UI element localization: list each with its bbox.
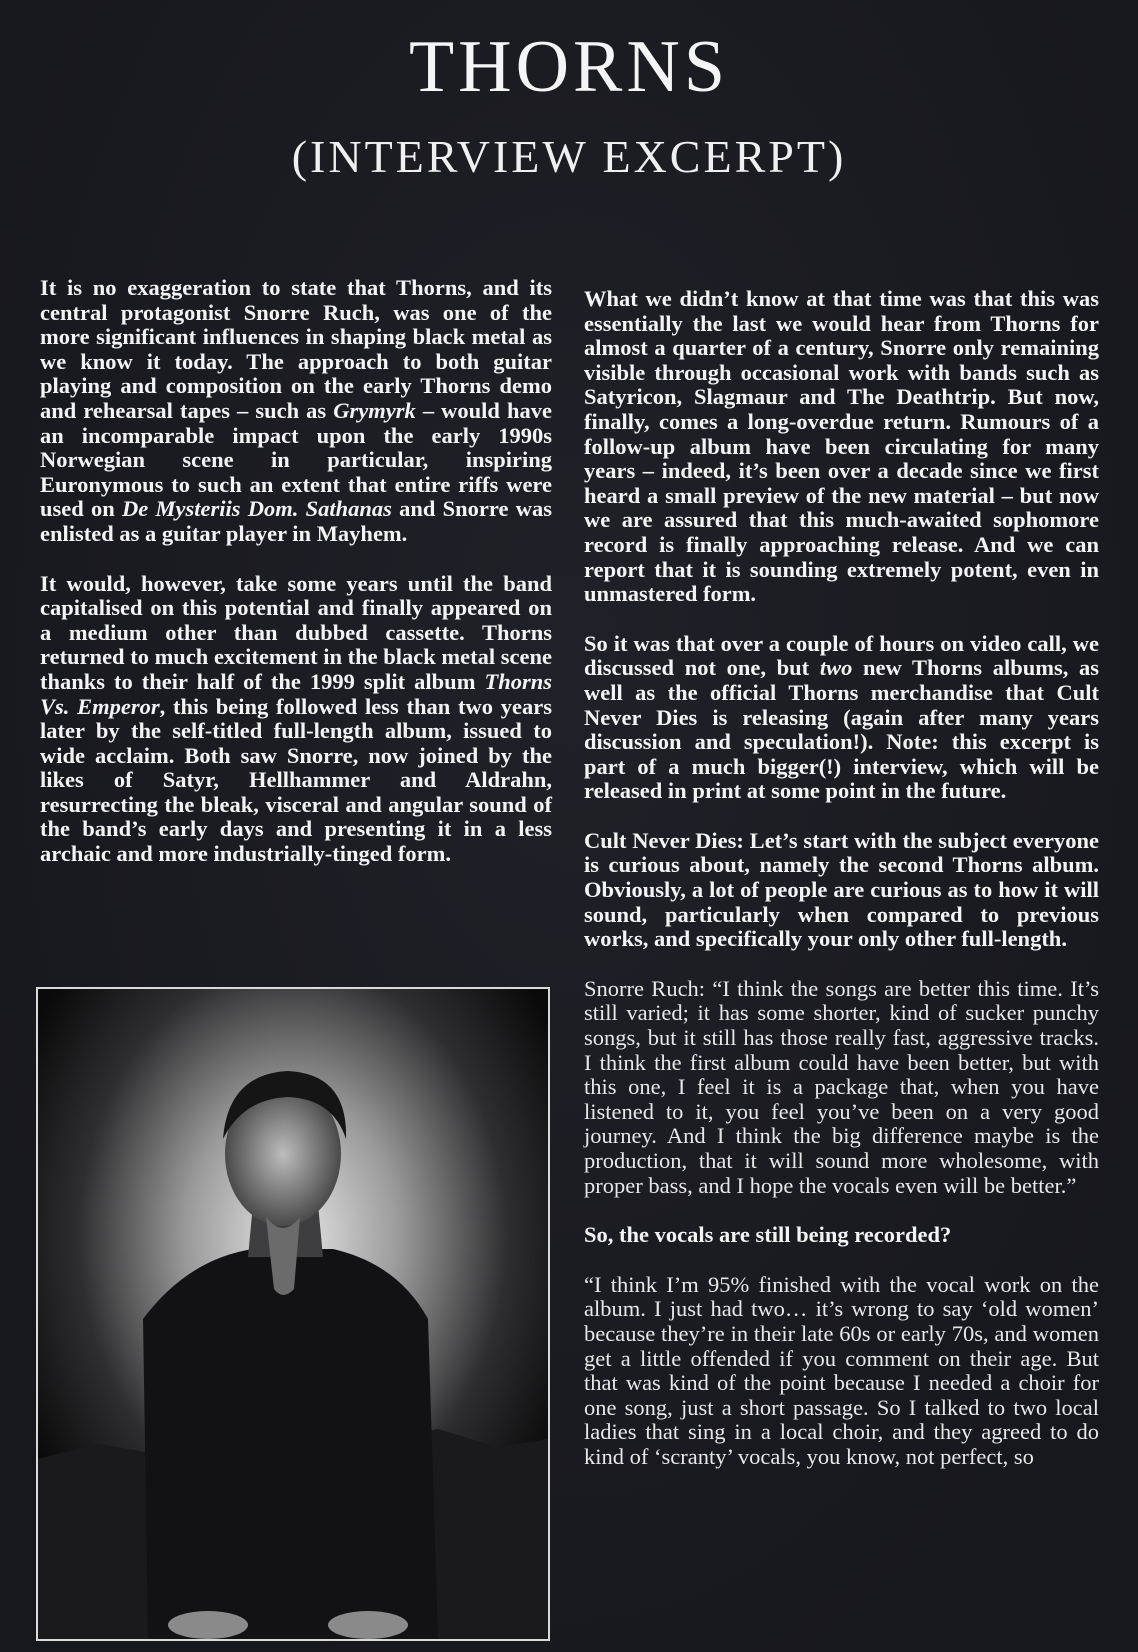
page-title: THORNS [408,26,730,108]
intro-paragraph-1 [40,276,552,547]
interview-question-1: Cult Never Dies: Let’s start with the subject everyone is curious about, namely the second Thorns album. Obviously, a lot of people are curious as to how it will sound, particularly when compared to previous works, and specifically your only other full-length. [584,827,1099,952]
portrait-image [38,989,548,1639]
album-title: De Mysteriis Dom. Sathanas [122,496,392,522]
demo-title: Grymyrk [333,397,416,423]
interview-answer-1: Snorre Ruch: “I think the songs are better this time. It’s still varied; it has some shorter, kind of sucker punchy songs, but it still has those really fast, aggressive tracks. I think the first album could have been better, but with this one, I feel it is a package that, when you have listened to it, you feel you’ve been on a very good journey. And I think the big difference maybe is the production, that it will sound more wholesome, with proper bass, and I hope the vocals even will be better.” [584,975,1099,1198]
intro-paragraph-4 [584,632,1099,804]
interview-answer-2: “I think I’m 95% finished with the vocal work on the album. I just had two… it’s wrong to say ‘old women’ because they’re in their late 60s or early 70s, and women get a little offended if you comment on their age. But that was kind of the point because I needed a choir for one song, just a short passage. So I talked to two local ladies that sing in a local choir, and they agreed to do kind of ‘scranty’ vocals, you know, not perfect, so [584,1271,1099,1469]
text-run: It would, however, take some years until the band capitalised on this potential and finally appeared on a medium other than dubbed cassette. Thorns returned to much excitement in the black metal scene thanks to their half of the 1999 split album [40,570,552,694]
text-run: – would have an incomparable impact upon the early 1990s Norwegian scene in particular, inspiring Euronymous to such an extent that entire riffs were used on [40,397,552,522]
interview-question-2: So, the vocals are still being recorded? [584,1222,952,1248]
text-run: new Thorns albums, as well as the official Thorns merchandise that Cult Never Dies is releasing (again after many years discussion and speculation!). Note: this excerpt is part of a much bigger(!) interview, which will be released in print at some point in the future. [584,655,1100,804]
left-column [40,276,552,892]
emphasis-two: two [819,655,853,681]
portrait-photo [36,987,550,1641]
page-subtitle: (INTERVIEW EXCERPT) [291,131,847,182]
text-run: It is no exaggeration to state that Thorns, and its central protagonist Snorre Ruch, was one of the more significant influences in shaping black metal as we know it today. The approach to both guitar playing and composition on the early Thorns demo and rehearsal tapes – such as [40,275,552,423]
text-run: So it was that over a couple of hours on video call, we discussed not one, but [584,630,1099,681]
split-album-title: Thorns Vs. Emperor [40,668,552,719]
text-run: and Snorre was enlisted as a guitar player in Mayhem. [40,496,552,546]
right-column [584,287,1099,1495]
intro-paragraph-2 [40,572,552,867]
intro-paragraph-3: What we didn’t know at that time was that this was essentially the last we would hear from Thorns for almost a quarter of a century, Snorre only remaining visible through occasional work with bands such as Satyricon, Slagmaur and The Deathtrip. But now, finally, comes a long-overdue return. Rumours of a follow-up album have been circulating for many years – indeed, it’s been over a decade since we first heard a small preview of the new material – but now we are assured that this much-awaited sophomore record is finally approaching release. And we can report that it is sounding extremely potent, even in unmastered form. [584,286,1099,607]
text-run: , this being followed less than two years later by the self-titled full-length album, issued to wide acclaim. Both saw Snorre, now joined by the likes of Satyr, Hellhammer and Aldrahn, resurrecting the bleak, visceral and angular sound of the band’s early days and presenting it in a less archaic and more industrially-tinged form. [40,693,552,867]
